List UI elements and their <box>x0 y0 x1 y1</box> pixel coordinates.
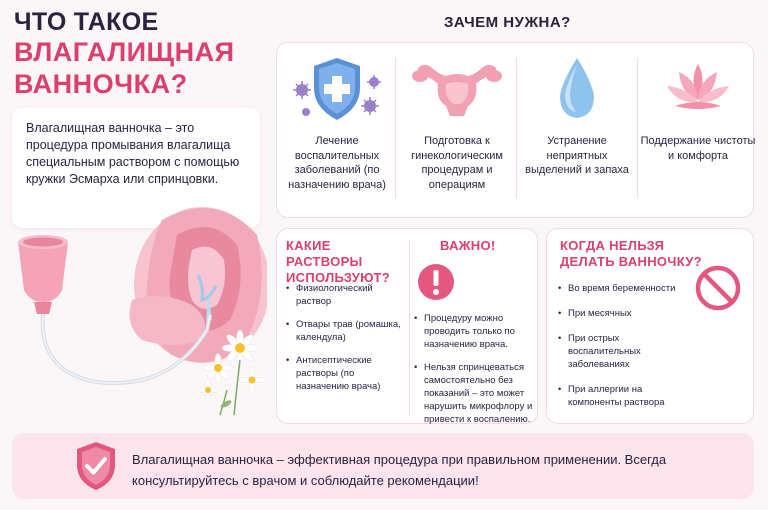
divider <box>409 240 410 416</box>
water-drop-icon <box>518 54 636 124</box>
list-item: • Процедуру можно проводить только по назначению врача. <box>414 312 534 351</box>
why-item-preparation <box>398 54 516 192</box>
list-item: • Нельзя спринцеваться самостоятельно без показаний – это может нарушить микрофлору и привести к воспалению. <box>414 361 534 426</box>
why-label: Поддержание чистоты и комфорта <box>640 135 756 162</box>
title-line-1: ЧТО ТАКОЕ <box>14 8 159 36</box>
contra-title: КОГДА НЕЛЬЗЯ ДЕЛАТЬ ВАННОЧКУ? <box>560 238 702 269</box>
list-item: • Во время беременности <box>558 282 690 295</box>
divider <box>516 58 517 198</box>
intro-text: Влагалищная ванночка – это процедура промывания влагалища специальным раствором с помощью кружки Эсмарха или спринцовки. <box>26 121 240 186</box>
divider <box>637 58 638 198</box>
esmarch-mug-icon <box>18 235 68 314</box>
lotus-icon <box>639 54 757 124</box>
title-line-3: ВАННОЧКА? <box>14 69 188 99</box>
why-label: Подготовка к гинекологическим процедурам и операциям <box>411 135 503 191</box>
why-item-hygiene <box>639 54 757 163</box>
solutions-list <box>286 282 404 403</box>
list-item: • При острых воспалительных заболеваниях <box>558 332 690 371</box>
why-label: Лечение воспалительных заболеваний (по назначению врача) <box>288 135 386 191</box>
uterus-icon <box>398 54 516 124</box>
contra-list <box>558 282 690 419</box>
why-label: Устранение неприятных выделений и запаха <box>525 135 629 176</box>
list-item: • Отвары трав (ромашка, календула) <box>286 318 404 344</box>
prohibited-icon <box>694 264 742 312</box>
important-title: ВАЖНО! <box>440 238 496 253</box>
why-item-treatment <box>278 54 396 192</box>
list-item: • Физиологический раствор <box>286 282 404 308</box>
shield-check-icon <box>74 440 118 492</box>
why-item-discharge <box>518 54 636 178</box>
title-line-2: ВЛАГАЛИЩНАЯ <box>14 37 235 67</box>
why-title: ЗАЧЕМ НУЖНА? <box>444 14 571 31</box>
important-list <box>414 312 534 436</box>
exclamation-icon <box>416 262 456 302</box>
procedure-illustration <box>12 190 267 422</box>
footer-text: Влагалищная ванночка – эффективная процедура при правильном применении. Всегда консультируйтесь с врачом и соблюдайте рекомендации! <box>132 452 667 488</box>
list-item: • Антисептические растворы (по назначению врача) <box>286 354 404 393</box>
shield-cross-icon <box>278 54 396 124</box>
list-item: • При месячных <box>558 307 690 320</box>
list-item: • При аллергии на компоненты раствора <box>558 383 690 409</box>
solutions-title: КАКИЕ РАСТВОРЫ ИСПОЛЬЗУЮТ? <box>286 238 391 285</box>
